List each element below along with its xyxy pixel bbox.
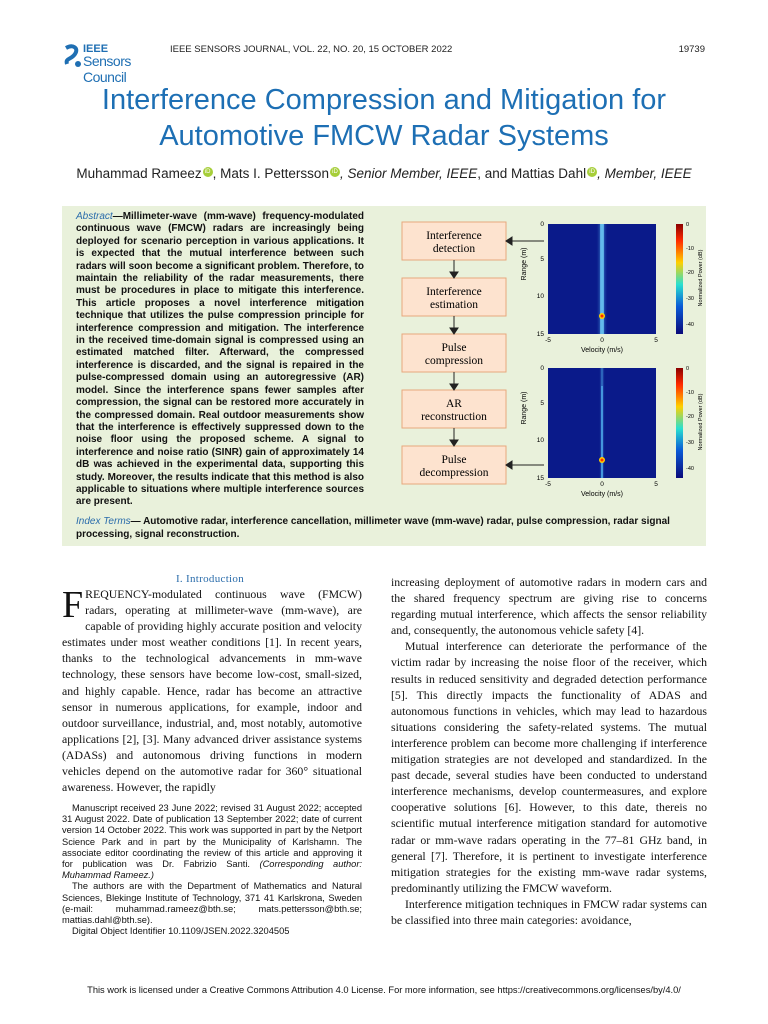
index-terms-body: — Automotive radar, interference cancellation, millimeter wave (mm-wave) radar, pulse compression, radar signal processing, signal reconstruction. bbox=[76, 516, 670, 540]
abstract-body: —Millimeter-wave (mm-wave) frequency-modulated continuous wave (FMCW) radars are increasingly being deployed for scenario perception in various applications. It is expected that the mutual interference between such radars will soon become a significant problem. Therefore, to maintain the reliability of the radar measurements, there must be procedures in place to mitigate this interference. This article proposes a novel interference mitigation technique that utilizes the pulse compression principle for interference compression and mitigation. The interference in the received time-domain signal is compressed using an estimated matched filter. Afterward, the compressed interference is discarded, and the signal is repaired in the pulse-compressed domain using an autoregressive (AR) model. Since the interference spans fewer samples after compression, the signal can be restored more accurately in the compressed domain. Real outdoor measurements show that the interference is effectively suppressed down to the noise floor using the proposed scheme. A signal to interference and noise ratio (SINR) gain of approximately 14 dB was achieved in the experimental data, supporting this study. Moreover, the results indicate that this method is also applicable to situations where multiple interference sources are present. bbox=[76, 211, 364, 508]
footnote-corresponding: (Corresponding author: Muhammad Rameez.) bbox=[62, 859, 362, 881]
author-3-role: , Member, IEEE bbox=[597, 166, 692, 181]
step-label-1: Interference detection bbox=[426, 230, 482, 255]
body-column-left bbox=[62, 586, 362, 795]
index-terms bbox=[76, 515, 706, 541]
x-tick: 5 bbox=[654, 481, 658, 488]
license-notice: This work is licensed under a Creative Commons Attribution 4.0 License. For more information, see https://creativecommons.org/licenses/by/4.0/ bbox=[87, 985, 681, 995]
orcid-icon[interactable]: iD bbox=[203, 167, 213, 177]
step-label-5: Pulse decompression bbox=[419, 454, 489, 479]
intro-paragraph-3: Mutual interference can deteriorate the performance of the victim radar by increasing the noise floor of the receiver, which results in reduced sensitivity and degraded detection performance [5]. This directly impacts the functionality of ADAS and autonomous functions in vehicles, which may lead to hazardous situations considering the safety-related systems. The mutual interference problem can become more challenging if interference mitigation strategies are not developed and standardized. In the past decade, several studies have been conducted to understand interference mechanisms, develop countermeasures, and explore cooperative solutions [6]. However, to this date, thereis no scientific mutual interference mitigation standard for automotive radar or mm-wave radars operating in the 77–81 GHz band, in general [7]. Therefore, it is pertinent to investigate interference mitigation strategies for the existing mm-wave radar systems, predominantly utilizing the FMCW waveform. bbox=[391, 639, 707, 895]
logo-ieee-text: IEEE bbox=[83, 43, 109, 55]
y-tick: 10 bbox=[536, 293, 544, 300]
cbar-tick: 0 bbox=[686, 366, 690, 372]
intro-paragraph-1-text: REQUENCY-modulated continuous wave (FMCW) radars, operating at millimeter-wave (mm-wave), are capable of providing highly accurate position and velocity estimates under most weather conditions [1]. In recent years, thanks to the technological advancements in mm-wave technology, these sensors have become low-cost, small-sized, and highly capable. Hence, radar has become an attractive sensor in numerous applications, for example, indoor and outdoor surveillance, industrial, and, most notably, automotive applications [2], [3]. Many advanced driver assistance systems (ADASs) and autonomous driving functions in modern vehicles depend on the automotive radar for 360° situational awareness. However, the rapidly bbox=[62, 587, 362, 795]
body-column-right bbox=[391, 574, 707, 928]
y-tick: 15 bbox=[536, 331, 544, 338]
title-line-1: Interference Compression and Mitigation for bbox=[101, 84, 667, 116]
graphical-abstract-figure bbox=[396, 216, 706, 504]
footnote-manuscript bbox=[62, 803, 362, 881]
y-tick: 15 bbox=[536, 475, 544, 482]
colorbar bbox=[676, 224, 683, 334]
paper-title bbox=[40, 82, 728, 154]
cbar-tick: -20 bbox=[686, 414, 694, 420]
drop-cap: F bbox=[62, 584, 84, 626]
cbar-tick: 0 bbox=[686, 222, 690, 228]
author-2: , Mats I. Pettersson bbox=[212, 166, 329, 181]
step-label-4: AR reconstruction bbox=[421, 398, 487, 423]
cbar-tick: -40 bbox=[686, 466, 694, 472]
x-tick: 5 bbox=[654, 337, 658, 344]
range-doppler-plot-before bbox=[521, 221, 704, 354]
footnote-manuscript-text: Manuscript received 23 June 2022; revised 31 August 2022; accepted 31 August 2022. Date of publication 13 September 2022; date of current version 14 October 2022. This work was supported in part by the Netport Science Park and in part by the Municipality of Karlshamn. The associate editor coordinating the review of this article and approving it for publication was Dr. Fabrizio Santi. bbox=[62, 803, 362, 870]
logo-mark-icon bbox=[63, 42, 83, 68]
y-axis-label: Range (m) bbox=[521, 247, 528, 281]
author-list bbox=[40, 166, 728, 181]
range-doppler-plot-after bbox=[521, 365, 704, 498]
y-tick: 0 bbox=[540, 365, 544, 372]
title-line-2: Automotive FMCW Radar Systems bbox=[159, 120, 609, 152]
x-tick: -5 bbox=[545, 337, 551, 344]
intro-paragraph-4: Interference mitigation techniques in FMCW radar systems can be classified into three main categories: avoidance, bbox=[391, 896, 707, 927]
ieee-sensors-council-logo bbox=[63, 42, 163, 85]
page-number: 19739 bbox=[678, 44, 705, 55]
x-axis-label: Velocity (m/s) bbox=[580, 491, 624, 498]
colorbar bbox=[676, 368, 683, 478]
y-tick: 0 bbox=[540, 221, 544, 228]
x-tick: -5 bbox=[545, 481, 551, 488]
step-label-2: Interference estimation bbox=[426, 286, 482, 311]
footnote-doi: Digital Object Identifier 10.1109/JSEN.2022.3204505 bbox=[72, 926, 290, 937]
cbar-tick: -40 bbox=[686, 322, 694, 328]
cbar-tick: -10 bbox=[686, 390, 694, 396]
intro-paragraph-2: increasing deployment of automotive radars in modern cars and the shared frequency spectrum are giving rise to concerns regarding mutual interference, which affects the sensor reliability and, consequently, the autonomous vehicle safety [4]. bbox=[391, 575, 707, 638]
cbar-tick: -30 bbox=[686, 440, 694, 446]
author-1: Muhammad Rameez bbox=[76, 166, 202, 181]
index-terms-label: Index Terms bbox=[76, 516, 131, 527]
y-tick: 5 bbox=[540, 256, 544, 263]
cbar-label: Normalized Power (dB) bbox=[698, 393, 704, 451]
cbar-label: Normalized Power (dB) bbox=[698, 249, 704, 307]
section-heading: I. Introduction bbox=[175, 573, 245, 585]
author-2-role: , Senior Member, IEEE bbox=[339, 166, 478, 181]
intro-paragraph-1 bbox=[62, 586, 362, 795]
abstract-label: Abstract bbox=[76, 211, 113, 222]
cbar-tick: -30 bbox=[686, 296, 694, 302]
footnote-affiliation: The authors are with the Department of Mathematics and Natural Sciences, Blekinge Institute of Technology, 371 41 Karlskrona, Sweden (e-mail: muhammad.rameez@bth.se; mats.pettersson@bth.se; mattias.dahl@bth.se). bbox=[62, 881, 362, 926]
running-header: IEEE SENSORS JOURNAL, VOL. 22, NO. 20, 15 OCTOBER 2022 bbox=[170, 44, 453, 55]
logo-council-text: Sensors Council bbox=[83, 53, 131, 85]
x-tick: 0 bbox=[600, 337, 604, 344]
cbar-tick: -20 bbox=[686, 270, 694, 276]
author-3: , and Mattias Dahl bbox=[477, 166, 587, 181]
x-axis-label: Velocity (m/s) bbox=[580, 347, 624, 354]
orcid-icon[interactable]: iD bbox=[587, 167, 597, 177]
y-tick: 5 bbox=[540, 400, 544, 407]
y-axis-label: Range (m) bbox=[521, 391, 528, 425]
abstract bbox=[76, 211, 364, 509]
cbar-tick: -10 bbox=[686, 246, 694, 252]
orcid-icon[interactable]: iD bbox=[330, 167, 340, 177]
step-label-3: Pulse compression bbox=[424, 342, 484, 367]
y-tick: 10 bbox=[536, 437, 544, 444]
x-tick: 0 bbox=[600, 481, 604, 488]
footnote bbox=[62, 803, 362, 937]
